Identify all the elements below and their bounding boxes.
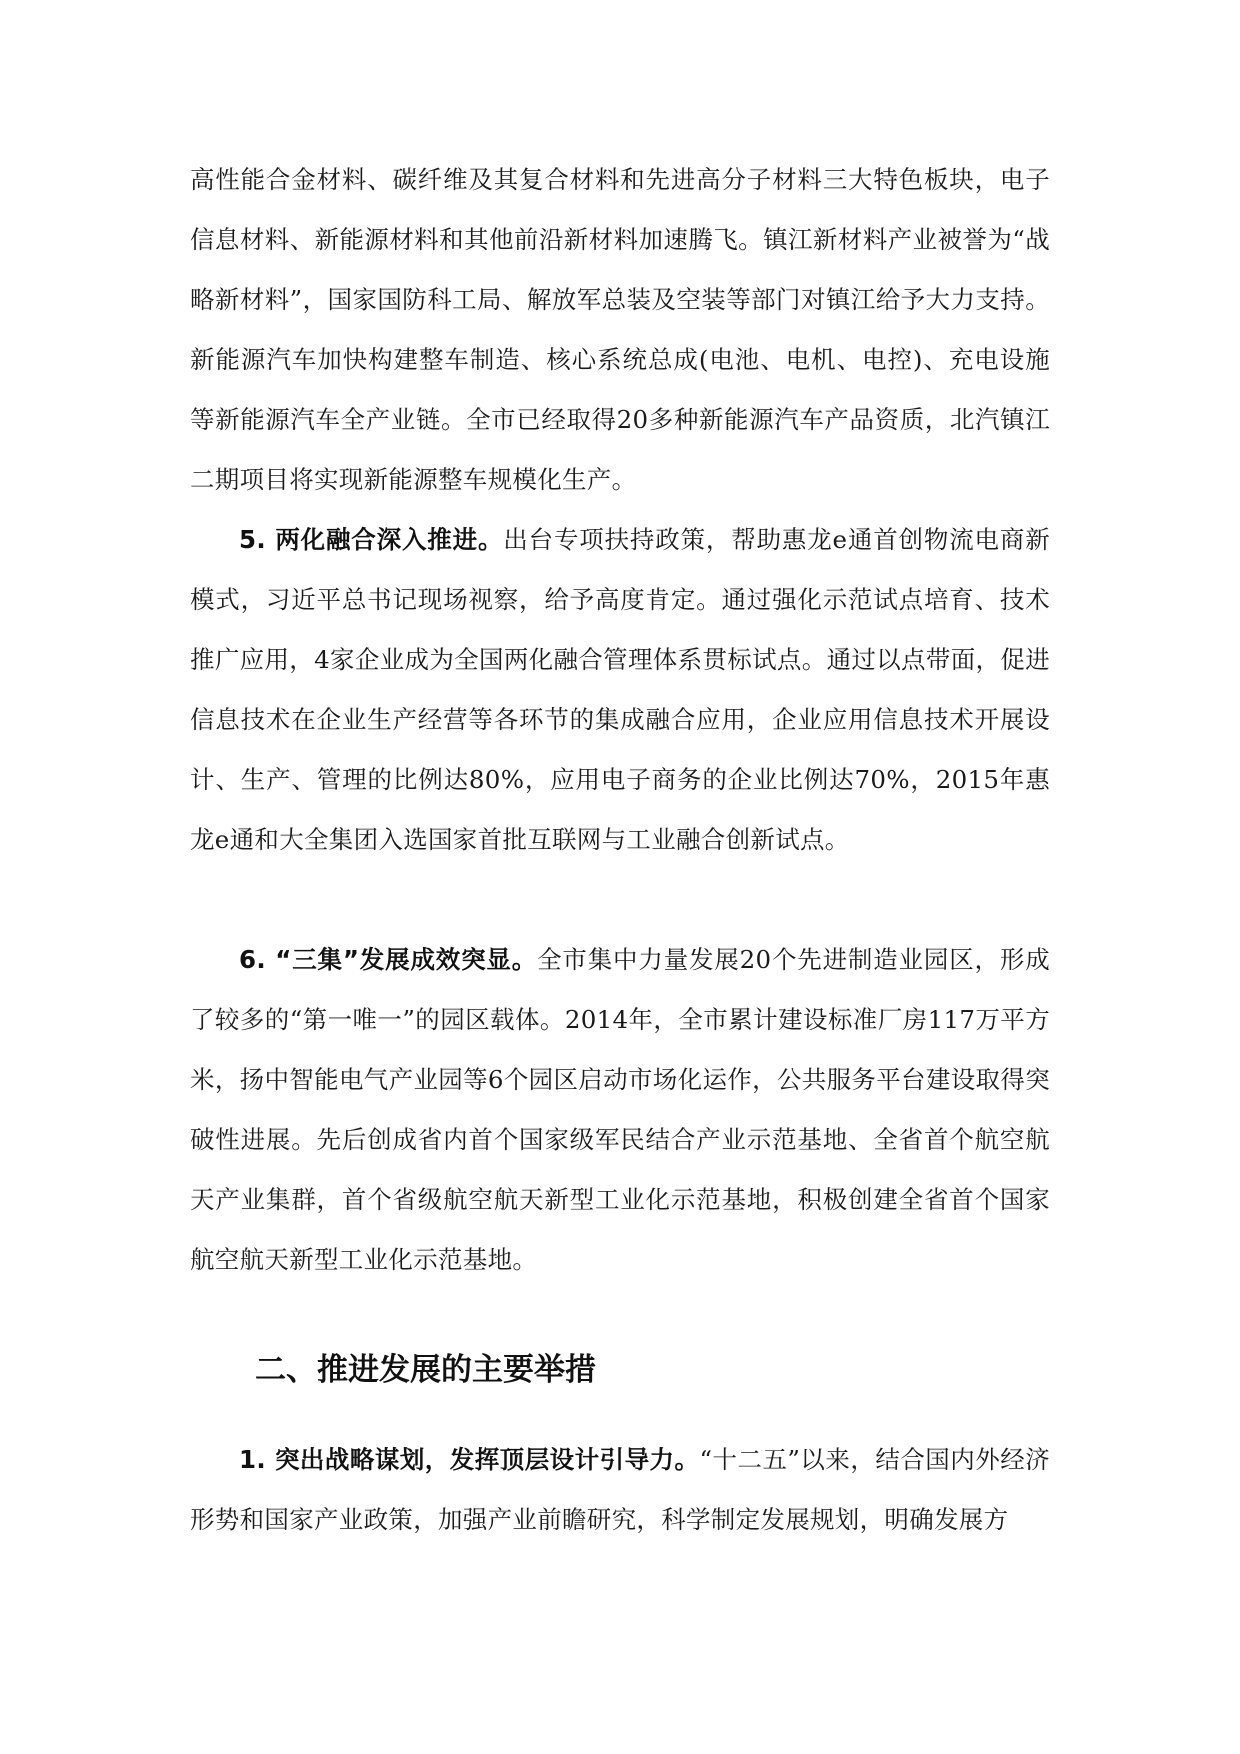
section-2-paragraph-1-lead: 1. 突出战略谋划，发挥顶层设计引导力。 (239, 1445, 700, 1474)
section-heading: 二、推进发展的主要举措 (255, 1352, 596, 1388)
paragraph-6-lead: 6. “三集”发展成效突显。 (239, 945, 538, 974)
paragraph-6-body: 全市集中力量发展20个先进制造业园区，形成了较多的“第一唯一”的园区载体。2014年，全市累计建设标准厂房117万平方米，扬中智能电气产业园等6个园区启动市场化运作，公共服务平台建设取得突破性进展。先后创成省内首个国家级军民结合产业示范基地、全省首个航空航天产业集群，首个省级航空航天新型工业化示范基地，积极创建全省首个国家航空航天新型工业化示范基地。 (190, 945, 1050, 1274)
section-2-paragraph-1 (190, 1430, 1050, 1550)
section-2-paragraph-1-body: “十二五”以来，结合国内外经济形势和国家产业政策，加强产业前瞻研究，科学制定发展规划，明确发展方 (190, 1445, 1050, 1534)
paragraph-continued-text: 高性能合金材料、碳纤维及其复合材料和先进高分子材料三大特色板块，电子信息材料、新能源材料和其他前沿新材料加速腾飞。镇江新材料产业被誉为“战略新材料”，国家国防科工局、解放军总装及空装等部门对镇江给予大力支持。新能源汽车加快构建整车制造、核心系统总成(电池、电机、电控)、充电设施等新能源汽车全产业链。全市已经取得20多种新能源汽车产品资质，北汽镇江二期项目将实现新能源整车规模化生产。 (190, 165, 1050, 494)
paragraph-5-body: 出台专项扶持政策，帮助惠龙e通首创物流电商新模式，习近平总书记现场视察，给予高度肯定。通过强化示范试点培育、技术推广应用，4家企业成为全国两化融合管理体系贯标试点。通过以点带面，促进信息技术在企业生产经营等各环节的集成融合应用，企业应用信息技术开展设计、生产、管理的比例达80%，应用电子商务的企业比例达70%，2015年惠龙e通和大全集团入选国家首批互联网与工业融合创新试点。 (190, 525, 1050, 854)
paragraph-6 (190, 930, 1050, 1290)
paragraph-5-lead: 5. 两化融合深入推进。 (239, 525, 504, 554)
paragraph-5 (190, 510, 1050, 870)
paragraph-continued (190, 150, 1050, 510)
